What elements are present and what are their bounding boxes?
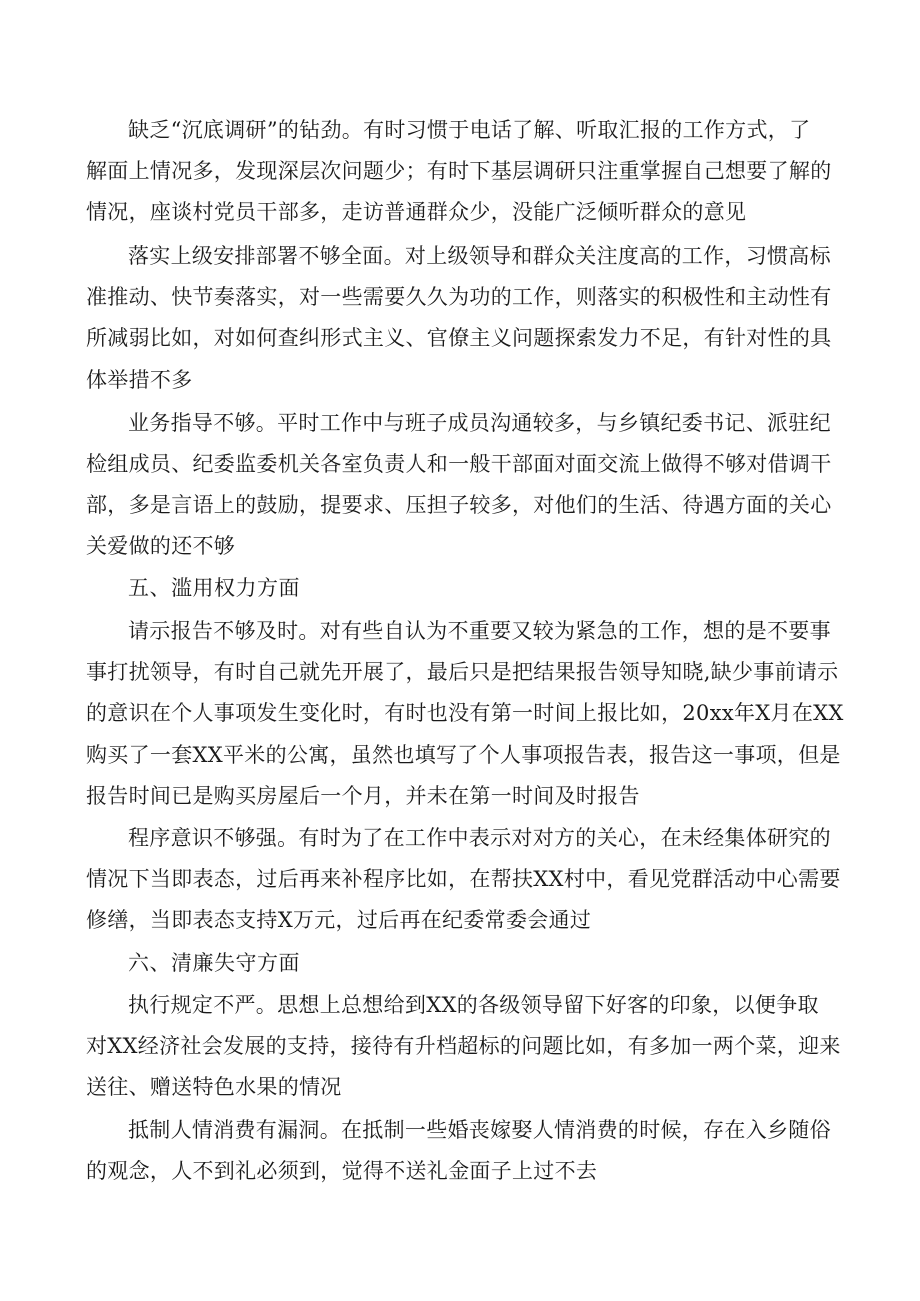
text-line: 所减弱比如，对如何查纠形式主义、官僚主义问题探索发力不足，有针对性的具 (86, 326, 832, 350)
text-line: 业务指导不够。平时工作中与班子成员沟通较多，与乡镇纪委书记、派驻纪 (128, 411, 831, 435)
text-line: 体举措不多 (86, 368, 193, 392)
text-line: 修缮，当即表态支持X万元，过后再在纪委常委会通过 (86, 908, 592, 932)
section-heading: 五、滥用权力方面 (128, 576, 300, 600)
text-line: 的观念，人不到礼必须到，觉得不送礼金面子上过不去 (86, 1159, 598, 1183)
text-line: 情况下当即表态，过后再来补程序比如，在帮扶XX村中，看见党群活动中心需要 (86, 867, 841, 891)
text-line: 抵制人情消费有漏洞。在抵制一些婚丧嫁娶人情消费的时候，存在入乡随俗 (128, 1118, 831, 1142)
text-line: 事打扰领导，有时自己就先开展了，最后只是把结果报告领导知晓,缺少事前请示 (86, 660, 839, 684)
text-line: 缺乏“沉底调研”的钻劲。有时习惯于电话了解、听取汇报的工作方式，了 (128, 118, 811, 142)
text-line: 解面上情况多，发现深层次问题少；有时下基层调研只注重掌握自己想要了解的 (86, 159, 832, 183)
text-line: 情况，座谈村党员干部多，走访普通群众少，没能广泛倾听群众的意见 (86, 200, 747, 224)
text-line: 部，多是言语上的鼓励，提要求、压担子较多，对他们的生活、待遇方面的关心 (86, 493, 832, 517)
text-line: 送往、赠送特色水果的情况 (86, 1075, 342, 1099)
text-line: 程序意识不够强。有时为了在工作中表示对对方的关心，在未经集体研究的 (128, 826, 831, 850)
text-line: 的意识在个人事项发生变化时，有时也没有第一时间上报比如，20xx年X月在XX (86, 701, 844, 725)
text-line: 检组成员、纪委监委机关各室负责人和一般干部面对面交流上做得不够对借调干 (86, 452, 832, 476)
text-line: 请示报告不够及时。对有些自认为不重要又较为紧急的工作，想的是不要事 (128, 619, 831, 643)
text-line: 购买了一套XX平米的公寓，虽然也填写了个人事项报告表，报告这一事项，但是 (86, 743, 841, 767)
text-line: 关爱做的还不够 (86, 534, 236, 558)
text-line: 执行规定不严。思想上总想给到XX的各级领导留下好客的印象，以便争取 (128, 993, 819, 1017)
text-line: 报告时间已是购买房屋后一个月，并未在第一时间及时报告 (86, 784, 640, 808)
section-heading: 六、清廉失守方面 (128, 951, 300, 975)
text-line: 落实上级安排部署不够全面。对上级领导和群众关注度高的工作，习惯高标 (128, 244, 831, 268)
text-line: 对XX经济社会发展的支持，接待有升档超标的问题比如，有多加一两个菜，迎来 (86, 1034, 841, 1058)
text-line: 准推动、快节奏落实，对一些需要久久为功的工作，则落实的积极性和主动性有 (86, 285, 832, 309)
